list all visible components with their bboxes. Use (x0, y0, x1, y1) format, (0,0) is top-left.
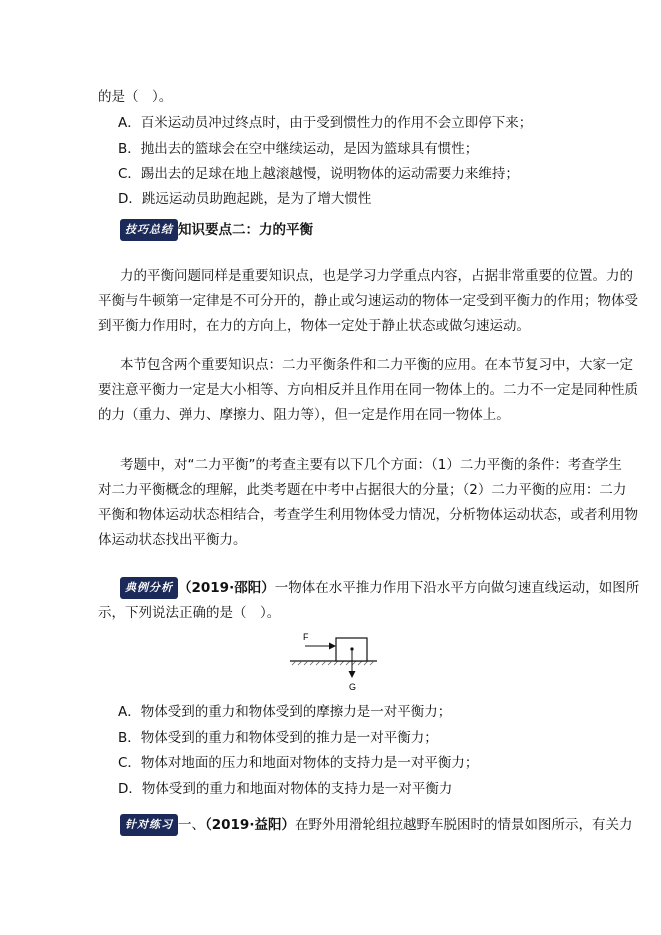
section2-heading: 知识要点二：力的平衡 (178, 222, 313, 238)
practice-line (120, 814, 632, 836)
q1-option-d: D．跳远运动员助跑起跳，是为了增大惯性 (118, 191, 372, 207)
force-label-f: F (303, 632, 309, 642)
example-tag: 典例分析 (120, 577, 178, 599)
example-text-1: 一物体在水平推力作用下沿水平方向做匀速直线运动，如图所 (274, 580, 640, 596)
example-option-a: A．物体受到的重力和物体受到的摩擦力是一对平衡力； (118, 704, 452, 720)
force-diagram (285, 628, 385, 696)
p2-line-2: 要注意平衡力一定是大小相等、方向相反并且作用在同一物体上的。二力不一定是同种性质 (98, 382, 638, 398)
example-source: （2019·邵阳） (178, 580, 275, 596)
p2-line-1: 本节包含两个重要知识点：二力平衡条件和二力平衡的应用。在本节复习中，大家一定 (120, 357, 633, 373)
practice-number: 一、 (178, 817, 205, 833)
gravity-arrowhead (349, 671, 356, 678)
example-line-2: 示，下列说法正确的是（ ）。 (98, 605, 281, 621)
p2-line-3: 的力（重力、弹力、摩擦力、阻力等），但一定是作用在同一物体上。 (98, 407, 510, 423)
section2-heading-row (120, 219, 313, 241)
q1-option-b: B．抛出去的篮球会在空中继续运动，是因为篮球具有惯性； (118, 141, 479, 157)
skill-summary-tag: 技巧总结 (120, 219, 178, 241)
q1-option-c: C．踢出去的足球在地上越滚越慢，说明物体的运动需要力来维持； (118, 166, 519, 182)
practice-source: （2019·益阳） (205, 817, 295, 833)
example-option-c: C．物体对地面的压力和地面对物体的支持力是一对平衡力； (118, 755, 479, 771)
p3-line-2: 对二力平衡概念的理解，此类考题在中考中占据很大的分量；（2）二力平衡的应用：二力 (98, 482, 627, 498)
q1-stem-tail: 的是（ ）。 (98, 89, 173, 105)
practice-tag: 针对练习 (120, 814, 178, 836)
practice-text: 在野外用滑轮组拉越野车脱困时的情景如图所示，有关力 (294, 817, 633, 833)
example-line-1 (120, 577, 639, 599)
p3-line-3: 平衡和物体运动状态相结合，考查学生利用物体受力情况，分析物体运动状态，或者利用物 (98, 507, 638, 523)
gravity-label-g: G (349, 682, 357, 692)
q1-option-a: A．百米运动员冲过终点时，由于受到惯性力的作用不会立即停下来； (118, 115, 533, 131)
p1-line-1: 力的平衡问题同样是重要知识点，也是学习力学重点内容，占据非常重要的位置。力的 (120, 268, 633, 284)
p3-line-1: 考题中，对“二力平衡”的考查主要有以下几个方面：（1）二力平衡的条件：考查学生 (120, 457, 622, 473)
p1-line-3: 到平衡力作用时，在力的方向上，物体一定处于静止状态或做匀速运动。 (98, 318, 530, 334)
example-option-b: B．物体受到的重力和物体受到的推力是一对平衡力； (118, 730, 438, 746)
p3-line-4: 体运动状态找出平衡力。 (98, 532, 247, 548)
p1-line-2: 平衡与牛顿第一定律是不可分开的，静止或匀速运动的物体一定受到平衡力的作用；物体受 (98, 293, 638, 309)
example-option-d: D．物体受到的重力和地面对物体的支持力是一对平衡力 (118, 781, 453, 797)
